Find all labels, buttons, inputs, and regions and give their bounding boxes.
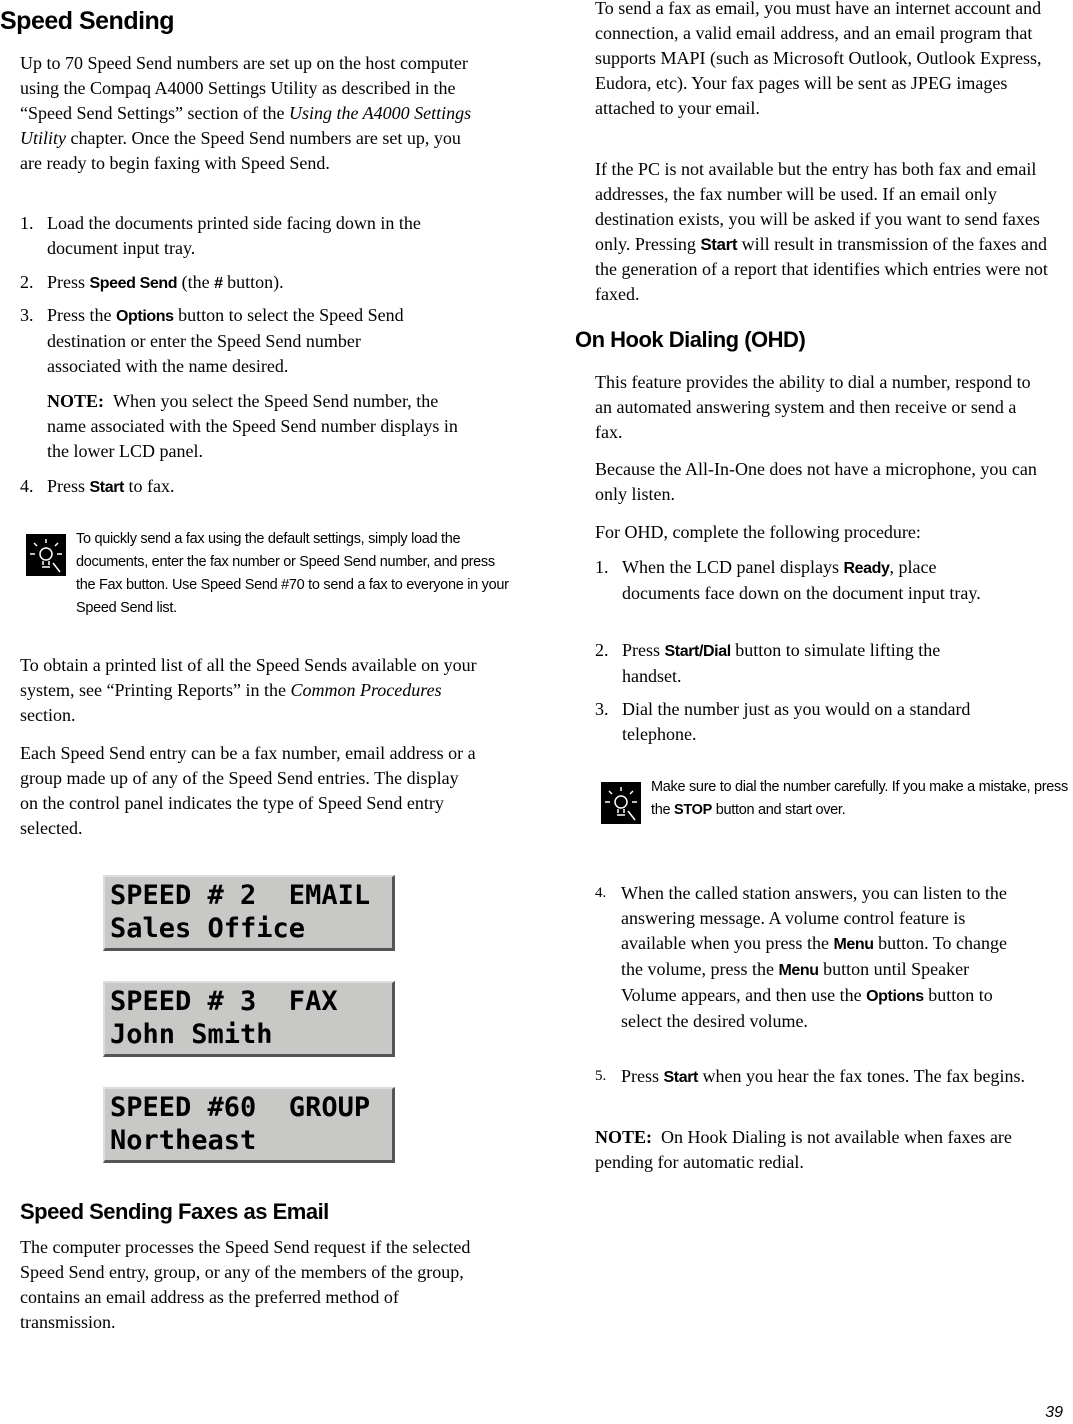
procedure-paragraph: For OHD, complete the following procedure: — [595, 522, 921, 542]
lcd-display-group: SPEED #60 GROUP Northeast — [103, 1087, 395, 1163]
lcd-display-fax: SPEED # 3 FAX John Smith — [103, 981, 395, 1057]
note-speed-send: NOTE: When you select the Speed Send number, the name associated with the Speed Send number displays in the lower LCD panel. — [47, 391, 458, 461]
page-number: 39 — [1045, 1404, 1063, 1421]
subsection-title-email: Speed Sending Faxes as Email — [20, 1199, 329, 1224]
section-title-speed-sending: Speed Sending — [0, 7, 175, 35]
email-requirements-paragraph: To send a fax as email, you must have an internet account and connection, a valid email address, and an email program that supports MAPI (such as Microsoft Outlook, Outlook Express, Eudora, etc). Your fax pages will be sent as JPEG images attached to your email. — [595, 0, 1042, 118]
lightbulb-tip-icon — [601, 782, 641, 824]
intro-paragraph: Up to 70 Speed Send numbers are set up on the host computer using the Compaq A4000 Settings Utility as described in the “Speed Send Settings” section of the Using the A4000 Settings Utility chapter. Once the Speed Send numbers are set up, you are ready to begin faxing with Speed Send. — [20, 53, 472, 173]
pc-unavailable-paragraph: If the PC is not available but the entry has both fax and email addresses, the fax number will be used. If an email only destination exists, you will be asked if you want to send faxes only. Pressing Start will result in transmission of the faxes and the generation of a report that identifies which entries were not faxed. — [595, 159, 1048, 304]
lcd-display-email: SPEED # 2 EMAIL Sales Office — [103, 875, 395, 951]
microphone-paragraph: Because the All-In-One does not have a microphone, you can only listen. — [595, 459, 1037, 504]
reports-paragraph: To obtain a printed list of all the Speed Sends available on your system, see “Printing Reports” in the Common Procedures section. — [20, 655, 477, 725]
ohd-note: NOTE: On Hook Dialing is not available when faxes are pending for automatic redial. — [595, 1127, 1012, 1172]
section-title-ohd: On Hook Dialing (OHD) — [575, 327, 806, 352]
entry-types-paragraph: Each Speed Send entry can be a fax number, email address or a group made up of any of the Speed Send entries. The display on the control panel indicates the type of Speed Send entry selected. — [20, 743, 476, 838]
ohd-intro-paragraph: This feature provides the ability to dial a number, respond to an automated answering system and then receive or send a fax. — [595, 372, 1031, 442]
lightbulb-tip-icon — [26, 534, 66, 576]
email-paragraph: The computer processes the Speed Send request if the selected Speed Send entry, group, or any of the members of the group, contains an email address as the preferred method of transmission. — [20, 1237, 471, 1332]
